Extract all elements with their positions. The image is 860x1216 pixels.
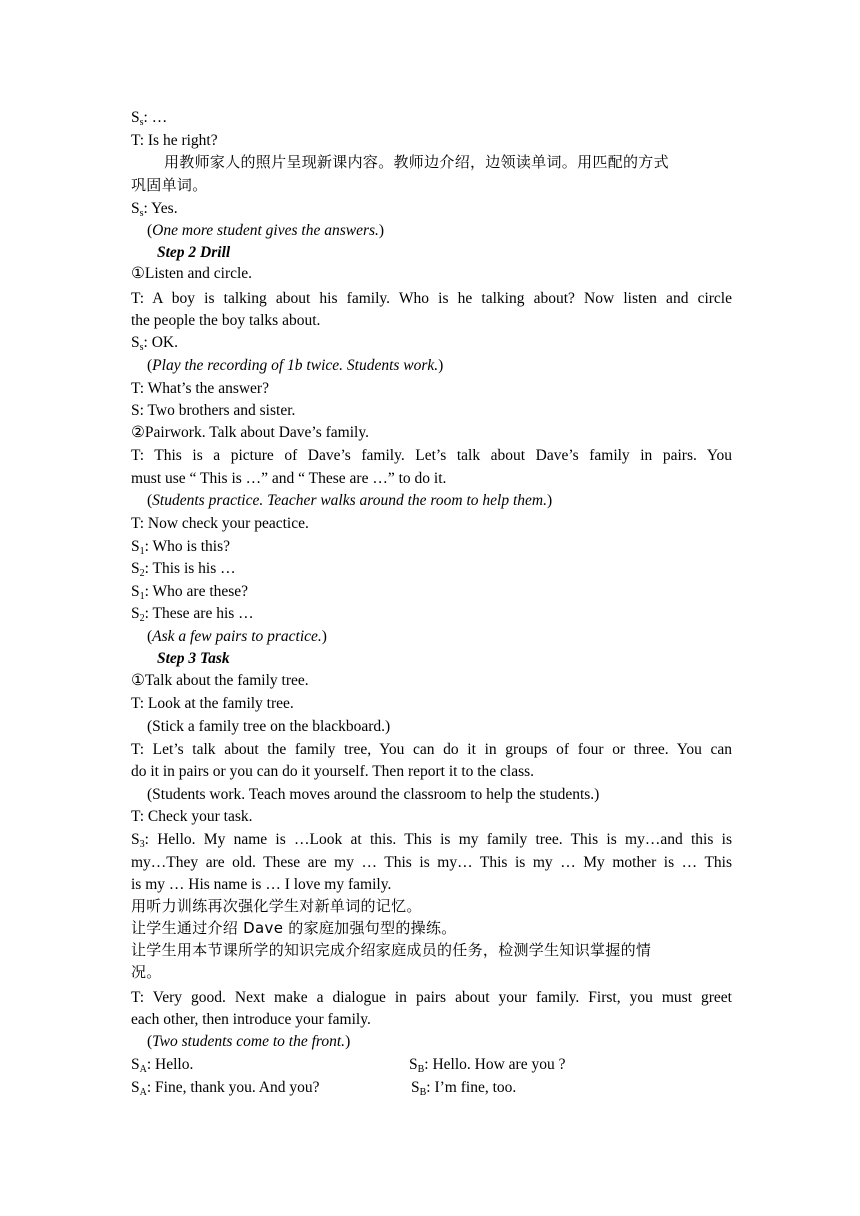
stage-direction: (Students work. Teach moves around the classroom to help the students.) <box>147 786 600 803</box>
dialogue-line: must use “ This is …” and “ These are …” to do it. <box>131 470 447 487</box>
step-heading: Step 3 Task <box>157 650 230 667</box>
dialogue-line: T: Let’s talk about the family tree, You can do it in groups of four or three. You can <box>131 741 732 758</box>
dialogue-line: T: Check your task. <box>131 808 253 825</box>
stage-direction: (Two students come to the front.) <box>147 1033 351 1050</box>
dialogue-line <box>131 1078 732 1098</box>
dialogue-line: T: Look at the family tree. <box>131 695 294 712</box>
teaching-note: 让学生通过介绍 Dave 的家庭加强句型的操练。 <box>131 919 457 937</box>
dialogue-line: T: What’s the answer? <box>131 380 269 397</box>
dialogue-line: $S_2$: These are his … <box>131 605 254 624</box>
dialogue-line: the people the boy talks about. <box>131 312 321 329</box>
dialogue-line <box>131 1055 732 1075</box>
dialogue-line: $S_s$: OK. <box>131 334 178 353</box>
dialogue-line: my…They are old. These are my … This is my… This is my … My mother is … This <box>131 854 732 871</box>
dialogue-line: each other, then introduce your family. <box>131 1011 371 1028</box>
dialogue-line: $S_2$: This is his … <box>131 560 236 579</box>
speaker-b-line: $S_B$: I’m fine, too. <box>411 1079 517 1098</box>
stage-direction: (Ask a few pairs to practice.) <box>147 628 327 645</box>
stage-direction: (Play the recording of 1b twice. Students work.) <box>147 357 444 374</box>
dialogue-line: T: This is a picture of Dave’s family. Let’s talk about Dave’s family in pairs. You <box>131 447 732 464</box>
speaker-a-line: $S_A$: Hello. <box>131 1056 194 1075</box>
speaker-a-line: $S_A$: Fine, thank you. And you? <box>131 1079 320 1098</box>
stage-direction: (One more student gives the answers.) <box>147 222 385 239</box>
activity-title: ①Listen and circle. <box>131 265 253 282</box>
dialogue-line: T: Is he right? <box>131 132 218 149</box>
step-heading: Step 2 Drill <box>157 244 231 261</box>
stage-direction: (Stick a family tree on the blackboard.) <box>147 718 391 735</box>
speaker-b-line: $S_B$: Hello. How are you ? <box>409 1056 566 1075</box>
dialogue-line: is my … His name is … I love my family. <box>131 876 392 893</box>
dialogue-line: T: Now check your peactice. <box>131 515 309 532</box>
dialogue-line: do it in pairs or you can do it yourself. Then report it to the class. <box>131 763 535 780</box>
dialogue-line: T: Very good. Next make a dialogue in pairs about your family. First, you must greet <box>131 989 732 1006</box>
dialogue-line: S: Two brothers and sister. <box>131 402 296 419</box>
activity-title: ②Pairwork. Talk about Dave’s family. <box>131 424 369 441</box>
dialogue-line: $S_3$: Hello. My name is …Look at this. This is my family tree. This is my…and this is <box>131 831 732 850</box>
teaching-note: 况。 <box>131 963 162 981</box>
teaching-note: 用听力训练再次强化学生对新单词的记忆。 <box>131 897 422 915</box>
dialogue-line: T: A boy is talking about his family. Who is he talking about? Now listen and circle <box>131 290 732 307</box>
activity-title: ①Talk about the family tree. <box>131 672 309 689</box>
dialogue-line: $S_1$: Who is this? <box>131 538 231 557</box>
dialogue-line: $S_s$: … <box>131 109 168 128</box>
stage-direction: (Students practice. Teacher walks around the room to help them.) <box>147 492 553 509</box>
dialogue-line: $S_s$: Yes. <box>131 200 178 219</box>
teaching-note: 用教师家人的照片呈现新课内容。教师边介绍，边领读单词。用匹配的方式 <box>164 153 669 171</box>
teaching-note: 让学生用本节课所学的知识完成介绍家庭成员的任务，检测学生知识掌握的情 <box>131 941 652 959</box>
dialogue-line: $S_1$: Who are these? <box>131 583 249 602</box>
teaching-note: 巩固单词。 <box>131 176 208 194</box>
